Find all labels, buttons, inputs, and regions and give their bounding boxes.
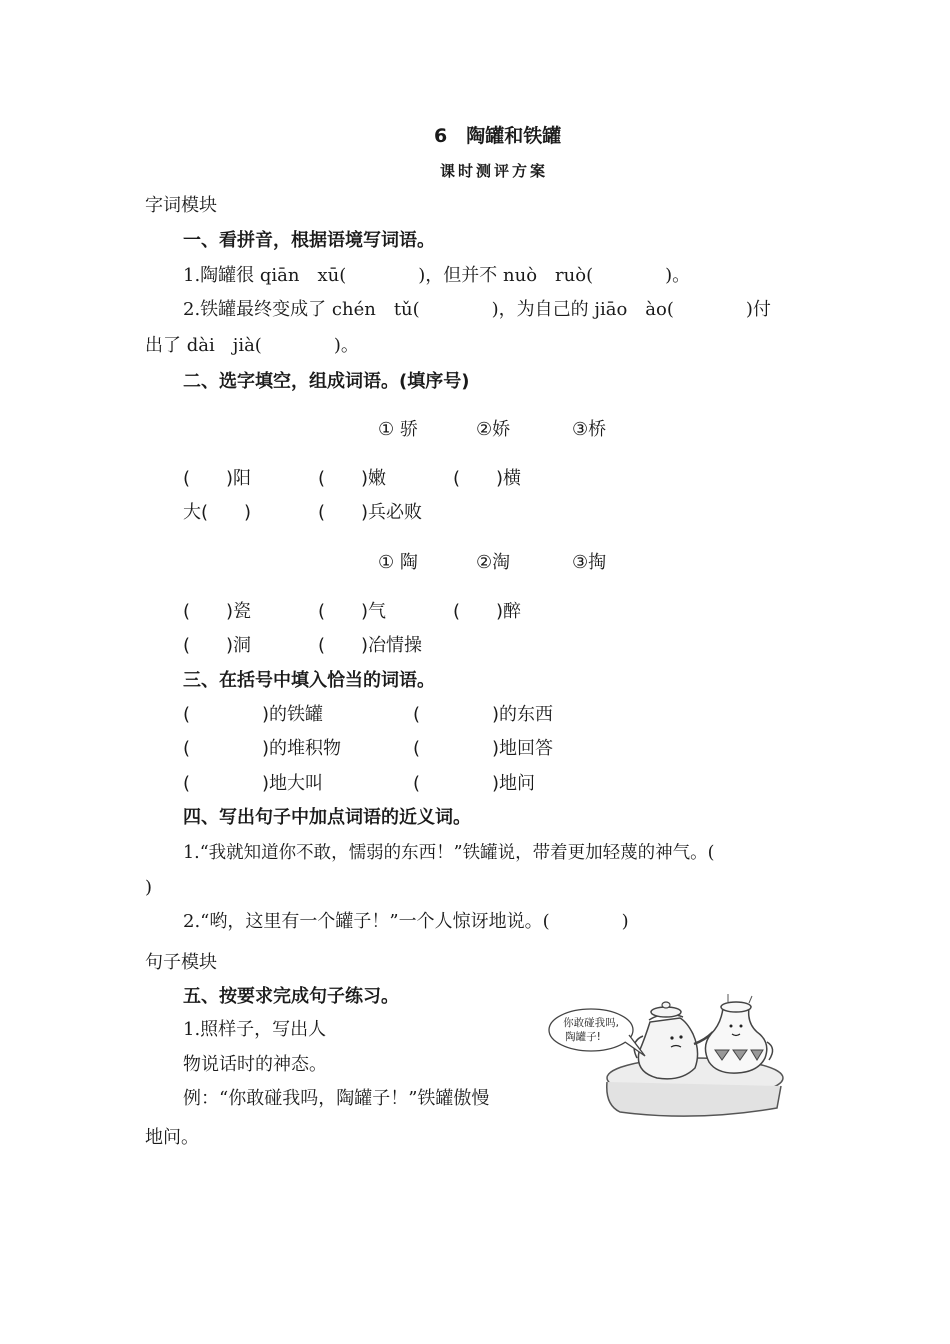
question-3-title: 三、在括号中填入恰当的词语。: [183, 670, 435, 691]
question-4-title: 四、写出句子中加点词语的近义词。: [183, 807, 471, 828]
fill-item: 大( ): [183, 502, 252, 523]
page-subtitle: 课时测评方案: [440, 162, 549, 180]
fill-item: ( )阳: [183, 468, 252, 489]
fill-item: ( )瓷: [183, 601, 252, 622]
question-1-line-1: 1.陶罐很 qiān xū( )，但并不 nuò ruò( )。: [183, 265, 691, 286]
fill-item: ( )横: [453, 468, 522, 489]
clay-pot: [705, 994, 772, 1073]
question-4-line-1a: 1.“我就知道你不敢，懦弱的东西！”铁罐说，带着更加轻蔑的神气。(: [183, 843, 715, 863]
question-4-line-1b: ): [145, 877, 153, 898]
fill-item: ( )气: [318, 601, 387, 622]
fill-item: ( )冶情操: [318, 635, 423, 656]
fill-item: ( )醉: [453, 601, 522, 622]
section-heading-sentences: 句子模块: [145, 952, 217, 973]
question-1-line-2a: 2.铁罐最终变成了 chén tǔ( )，为自己的 jiāo ào( )付: [183, 299, 771, 320]
section-heading-words: 字词模块: [145, 195, 217, 216]
speech-bubble: [549, 1009, 645, 1056]
bubble-text-1: 你敢碰我吗,: [563, 1017, 619, 1029]
question-5-line-1: 1.照样子，写出人: [183, 1019, 327, 1040]
bubble-text-2: 陶罐子!: [565, 1031, 601, 1043]
question-5-line-3: 例：“你敢碰我吗，陶罐子！”铁罐傲慢: [183, 1088, 490, 1109]
fill-item: ( )地问: [413, 773, 536, 794]
question-1-line-2b: 出了 dài jià( )。: [145, 335, 359, 356]
question-2-title: 二、选字填空，组成词语。(填序号): [183, 371, 470, 392]
fill-item: ( )的东西: [413, 704, 554, 725]
option-2: ②淘: [476, 552, 511, 573]
option-1: ① 陶: [378, 552, 418, 573]
pots-illustration: [545, 990, 785, 1125]
option-2: ②娇: [476, 419, 511, 440]
fill-item: ( )嫩: [318, 468, 387, 489]
question-5-line-2: 物说话时的神态。: [183, 1054, 327, 1075]
question-4-line-2: 2.“哟，这里有一个罐子！”一个人惊讶地说。( ): [183, 911, 629, 932]
page-title: 6 陶罐和铁罐: [434, 125, 562, 147]
option-3: ③掏: [572, 552, 607, 573]
question-5-title: 五、按要求完成句子练习。: [183, 986, 399, 1007]
option-3: ③桥: [572, 419, 607, 440]
question-1-title: 一、看拼音，根据语境写词语。: [183, 230, 435, 251]
fill-item: ( )洞: [183, 635, 252, 656]
fill-item: ( )地大叫: [183, 773, 324, 794]
fill-item: ( )的铁罐: [183, 704, 324, 725]
table-edge: [607, 1082, 781, 1116]
option-1: ① 骄: [378, 419, 418, 440]
question-5-line-4: 地问。: [145, 1127, 199, 1148]
fill-item: ( )兵必败: [318, 502, 423, 523]
fill-item: ( )地回答: [413, 738, 554, 759]
fill-item: ( )的堆积物: [183, 738, 342, 759]
